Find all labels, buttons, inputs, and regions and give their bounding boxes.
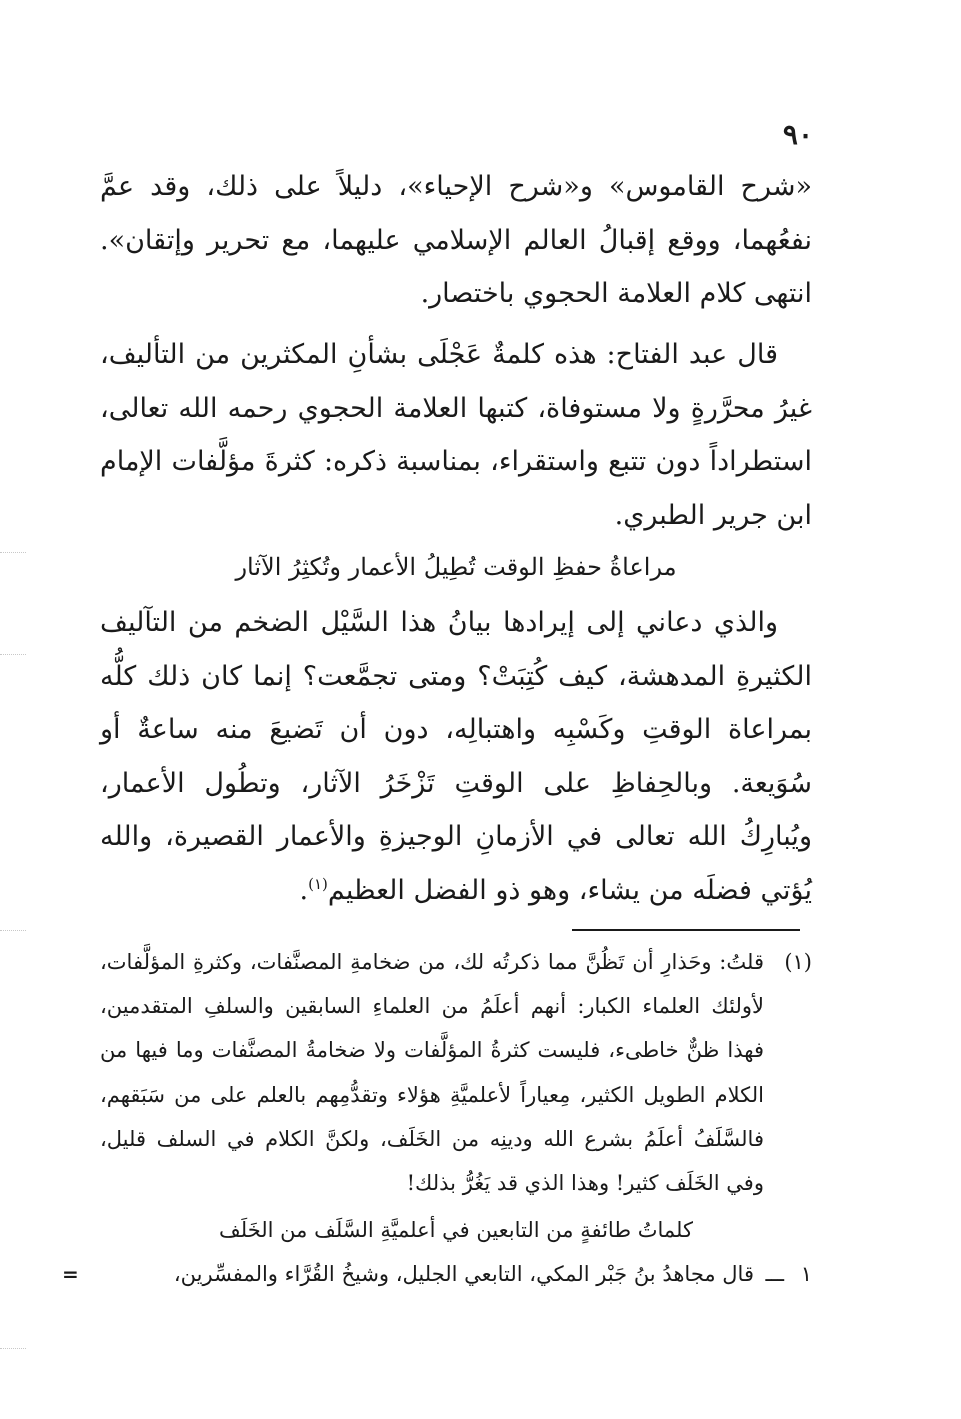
list-item-number: ١ [800, 1262, 812, 1286]
footnote-subheading: كلماتُ طائفةٍ من التابعين في أعلميَّةِ السَّلَف من الخَلَف [219, 1218, 693, 1242]
section-heading-verse: مراعاةُ حفظِ الوقت تُطِيلُ الأعمار وتُكثِرُ الآثار [235, 553, 677, 581]
list-item-text: قال مجاهدُ بنُ جَبْر المكي، التابعي الجليل، وشيخُ القُرَّاء والمفسِّرين، [173, 1262, 754, 1286]
paragraph-body [100, 596, 812, 917]
footnote-separator [572, 929, 800, 931]
footnote-marker: (١) [784, 950, 812, 974]
paragraph-text: والذي دعاني إلى إيرادها بيانُ هذا السَّيْل الضخم من التآليف الكثيرةِ المدهشة، كيف كُتِبَتْ؟ ومتى تجمَّعت؟ إنما كان ذلك كلُّه بمراعاة الوقتِ وكَسْبِه واهتبالِه، دون أن تَضيعَ منه ساعةٌ أو سُوَيعة. وبالحِفاظِ على الوقتِ تَزْخَرُ الآثار، وتطُول الأعمار، ويُبارِكُ الله تعالى في الأزمانِ الوجيزةِ والأعمار القصيرة، والله يُؤتي فضلَه من يشاء، وهو ذو الفضل العظيم [100, 607, 812, 906]
paragraph-end-punct: . [299, 874, 309, 906]
footnote-text: قلتُ: وحَذارِ أن تَظُنَّ مما ذكرتُه لك، من ضخامةِ المصنَّفات، وكثرةِ المؤلَّفات، لأولئك العلماء الكبار: أنهم أعلَمُ من العلماءِ السابقين والسلفِ المتقدمين، فهذا ظنٌّ خاطىء، فليست كثرةُ المؤلَّفات ولا ضخامةُ المصنَّفات وما فيها من الكلام الطويل الكثير، مِعياراً لأعلميَّةِ هؤلاء وتقدُّمِهم بالعلم على من سَبَقهم، فالسَّلَفُ أعلَمُ بشرع الله ودينِه من الخَلَف، ولكنَّ الكلام في السلف قليل، وفي الخَلَف كثير! وهذا الذي قد يَغُرُّ بذلك! [100, 950, 764, 1196]
scan-edge-mark [0, 1348, 26, 1349]
scan-edge-mark [0, 930, 26, 931]
footnote-list-item [100, 1252, 812, 1296]
page-number: ٩٠ [782, 118, 813, 151]
paragraph-quote-end [100, 160, 812, 321]
continuation-mark: = [62, 1262, 79, 1286]
scan-edge-mark [0, 552, 26, 553]
paragraph-abdulfattah-comment [100, 328, 812, 542]
scan-edge-mark [0, 654, 26, 655]
paragraph-time-blessing [100, 596, 812, 917]
list-item-dash: ـــ [765, 1262, 784, 1286]
footnote-1 [100, 940, 812, 1205]
footnote-reference[interactable]: (١) [308, 874, 328, 893]
footnote-row [100, 940, 812, 1205]
paragraph-text: قال عبد الفتاح: هذه كلمةٌ عَجْلَى بشأنِ المكثرين من التأليف، غيرُ محرَّرةٍ ولا مستوفاة، كتبها العلامة الحجوي رحمه الله تعالى، استطراداً دون تتبع واستقراء، بمناسبة ذكره: كثرةَ مؤلَّفات الإمام ابن جرير الطبري. [100, 339, 812, 531]
paragraph-text: «شرح القاموس» و«شرح الإحياء»، دليلاً على ذلك، وقد عمَّ نفعُهما، ووقع إقبالُ العالم الإسلامي عليهما، مع تحرير وإتقان». انتهى كلام العلامة الحجوي باختصار. [100, 171, 812, 309]
